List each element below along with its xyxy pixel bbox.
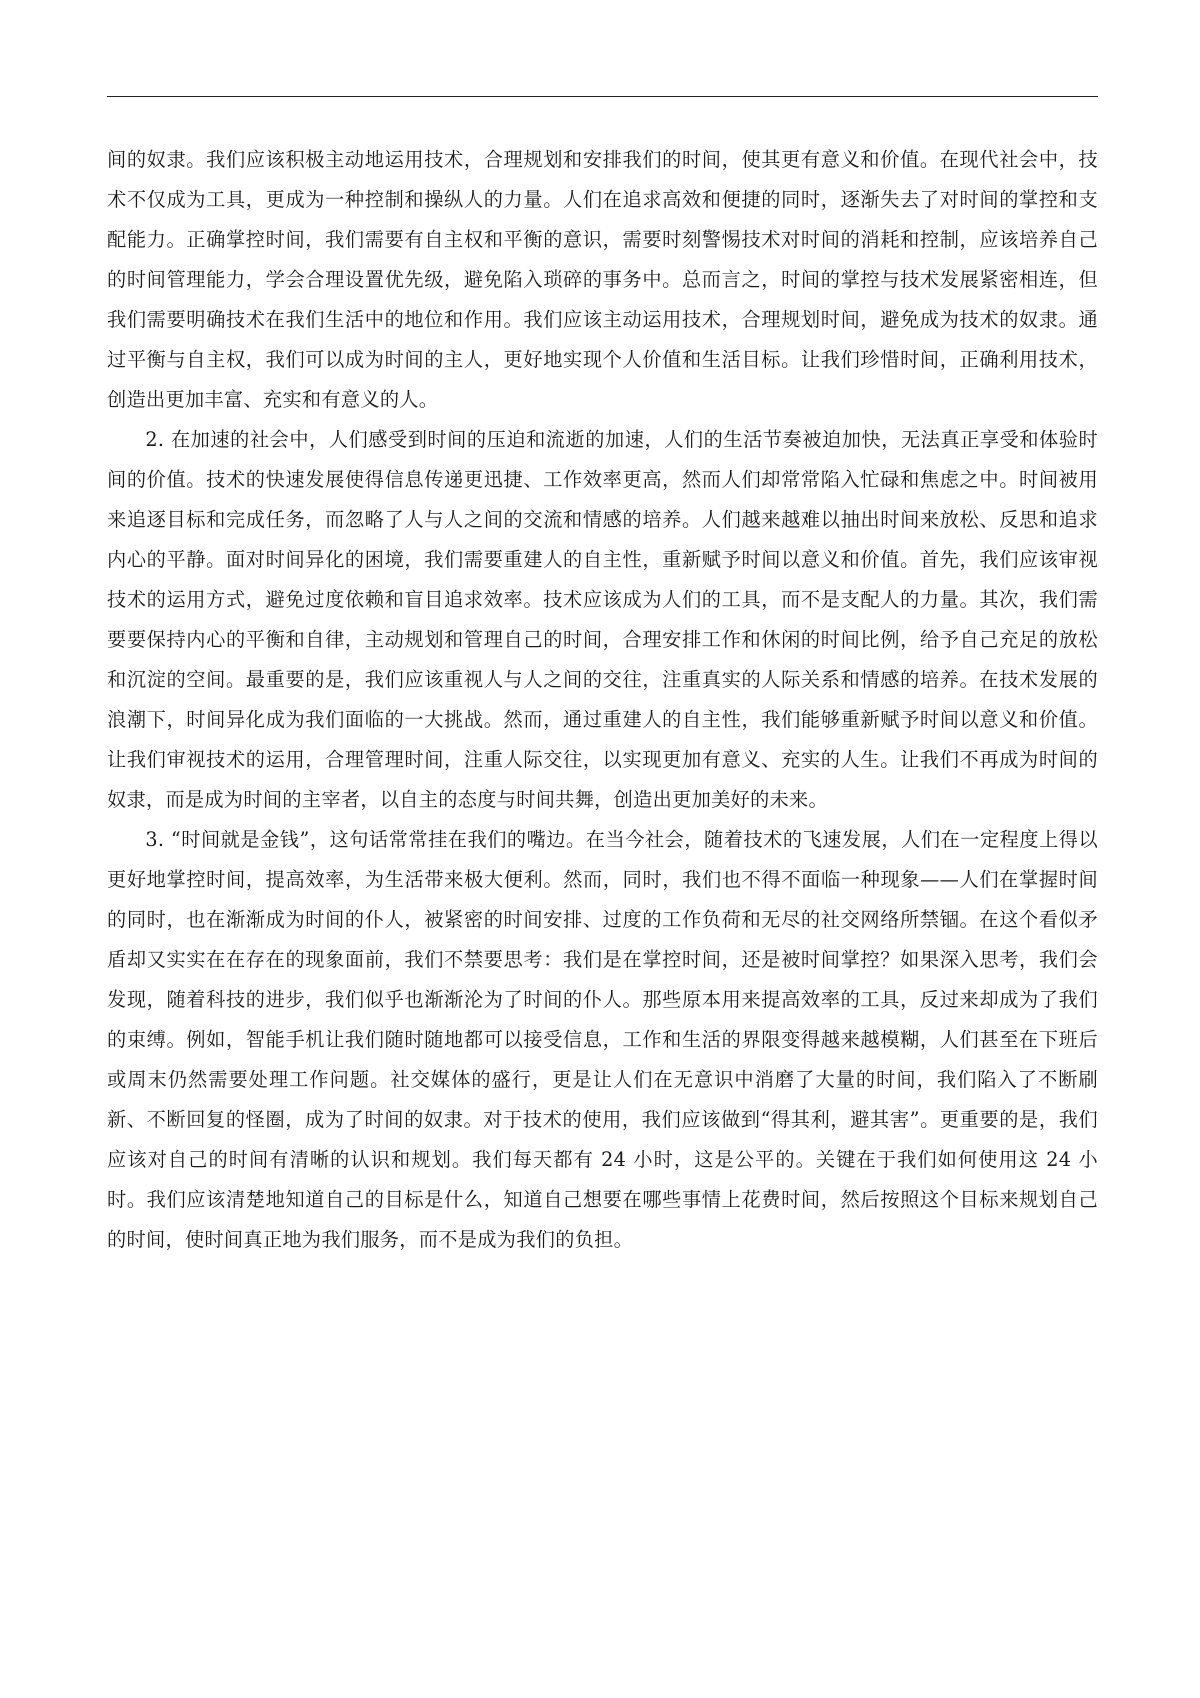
paragraph-2: 2. 在加速的社会中，人们感受到时间的压迫和流逝的加速，人们的生活节奏被迫加快，无法真正享受和体验时间的价值。技术的快速发展使得信息传递更迅捷、工作效率更高，然而人们却常常陷入忙碌和焦虑之中。时间被用来追逐目标和完成任务，而忽略了人与人之间的交流和情感的培养。人们越来越难以抽出时间来放松、反思和追求内心的平静。面对时间异化的困境，我们需要重建人的自主性，重新赋予时间以意义和价值。首先，我们应该审视技术的运用方式，避免过度依赖和盲目追求效率。技术应该成为人们的工具，而不是支配人的力量。其次，我们需要要保持内心的平衡和自律，主动规划和管理自己的时间，合理安排工作和休闲的时间比例，给予自己充足的放松和沉淀的空间。最重要的是，我们应该重视人与人之间的交往，注重真实的人际关系和情感的培养。在技术发展的浪潮下，时间异化成为我们面临的一大挑战。然而，通过重建人的自主性，我们能够重新赋予时间以意义和价值。让我们审视技术的运用，合理管理时间，注重人际交往，以实现更加有意义、充实的人生。让我们不再成为时间的奴隶，而是成为时间的主宰者，以自主的态度与时间共舞，创造出更加美好的未来。 (107, 428, 1098, 811)
paragraph-3: 3. “时间就是金钱”，这句话常常挂在我们的嘴边。在当今社会，随着技术的飞速发展，人们在一定程度上得以更好地掌控时间，提高效率，为生活带来极大便利。然而，同时，我们也不得不面临一种现象——人们在掌握时间的同时，也在渐渐成为时间的仆人，被紧密的时间安排、过度的工作负荷和无尽的社交网络所禁锢。在这个看似矛盾却又实实在在存在的现象面前，我们不禁要思考：我们是在掌控时间，还是被时间掌控？如果深入思考，我们会发现，随着科技的进步，我们似乎也渐渐沦为了时间的仆人。那些原本用来提高效率的工具，反过来却成为了我们的束缚。例如，智能手机让我们随时随地都可以接受信息，工作和生活的界限变得越来越模糊，人们甚至在下班后或周末仍然需要处理工作问题。社交媒体的盛行，更是让人们在无意识中消磨了大量的时间，我们陷入了不断刷新、不断回复的怪圈，成为了时间的奴隶。对于技术的使用，我们应该做到“得其利，避其害”。更重要的是，我们应该对自己的时间有清晰的认识和规划。我们每天都有 24 小时，这是公平的。关键在于我们如何使用这 24 小时。我们应该清楚地知道自己的目标是什么，知道自己想要在哪些事情上花费时间，然后按照这个目标来规划自己的时间，使时间真正地为我们服务，而不是成为我们的负担。 (107, 828, 1098, 1251)
document-body (107, 140, 1098, 1260)
paragraph-continued: 间的奴隶。我们应该积极主动地运用技术，合理规划和安排我们的时间，使其更有意义和价值。在现代社会中，技术不仅成为工具，更成为一种控制和操纵人的力量。人们在追求高效和便捷的同时，逐渐失去了对时间的掌控和支配能力。正确掌控时间，我们需要有自主权和平衡的意识，需要时刻警惕技术对时间的消耗和控制，应该培养自己的时间管理能力，学会合理设置优先级，避免陷入琐碎的事务中。总而言之，时间的掌控与技术发展紧密相连，但我们需要明确技术在我们生活中的地位和作用。我们应该主动运用技术，合理规划时间，避免成为技术的奴隶。通过平衡与自主权，我们可以成为时间的主人，更好地实现个人价值和生活目标。让我们珍惜时间，正确利用技术，创造出更加丰富、充实和有意义的人。 (107, 148, 1098, 411)
header-divider (107, 96, 1098, 97)
